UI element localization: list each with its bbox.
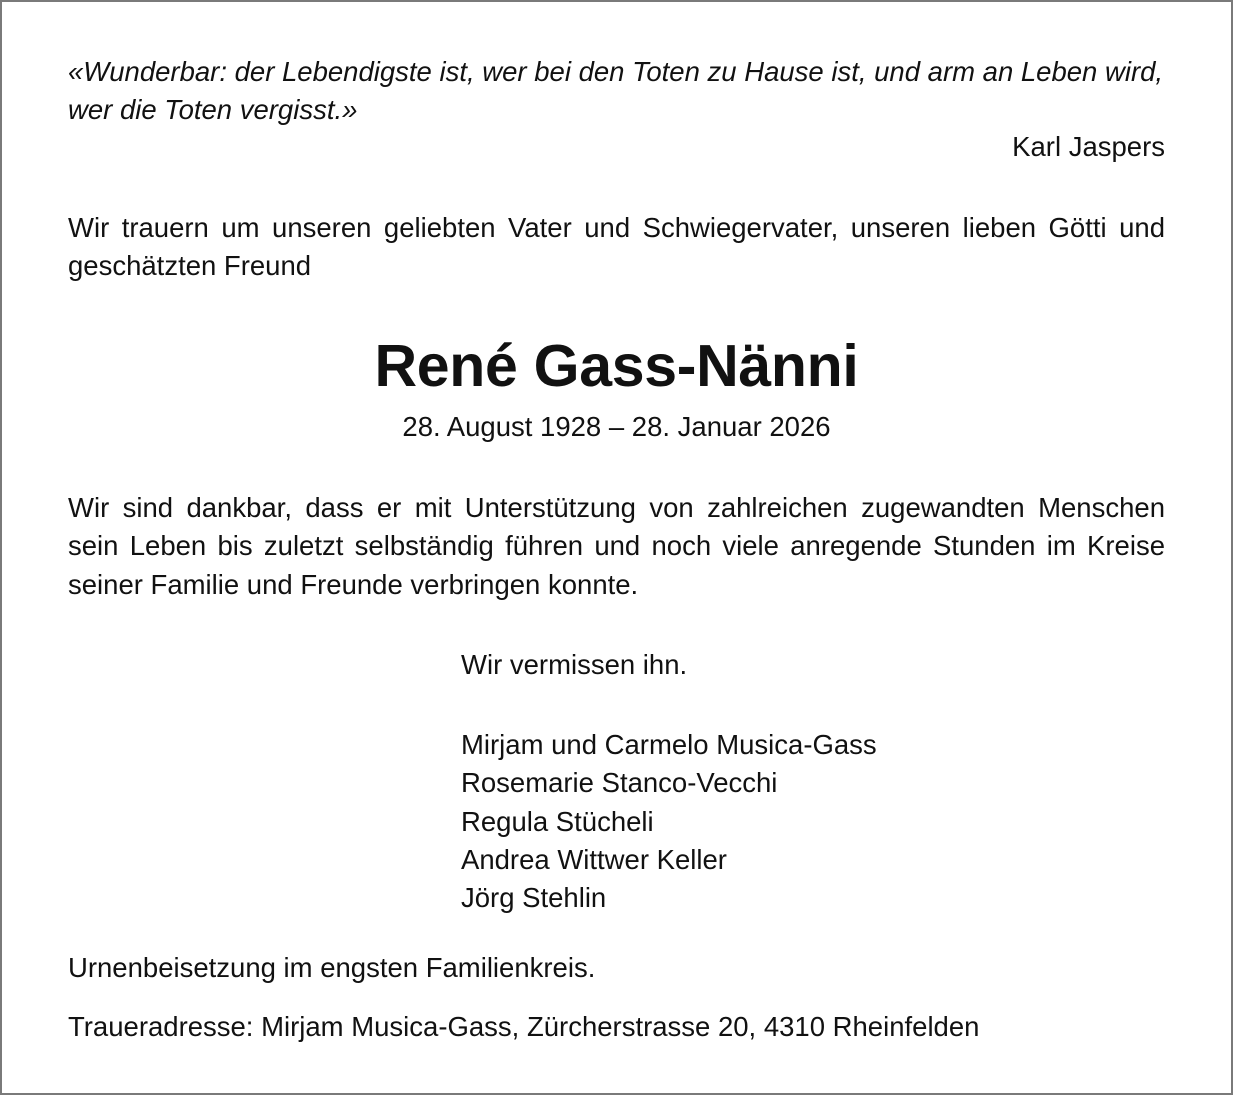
mourning-intro: Wir trauern um unseren geliebten Vater und Schwiegervater, unseren lieben Götti und geschätzten Freund: [68, 212, 1165, 281]
mourners-list: [461, 726, 877, 917]
mourner-name: Jörg Stehlin: [461, 882, 607, 914]
miss-line: Wir vermissen ihn.: [461, 649, 688, 680]
mourner-name: Mirjam und Carmelo Musica-Gass: [461, 729, 877, 760]
mourning-address: Traueradresse: Mirjam Musica-Gass, Zürcherstrasse 20, 4310 Rheinfelden: [68, 1011, 980, 1042]
mourner-name: Regula Stücheli: [461, 805, 654, 837]
deceased-name: René Gass-Nänni: [374, 333, 859, 399]
life-dates: 28. August 1928 – 28. Januar 2026: [402, 411, 831, 442]
gratitude-paragraph: Wir sind dankbar, dass er mit Unterstützung von zahlreichen zugewandten Menschen sein Leben bis zuletzt selbständig führen und noch viele anregende Stunden im Kreise seiner Familie und Freunde verbringen konnte.: [68, 492, 1165, 600]
burial-note: Urnenbeisetzung im engsten Familienkreis.: [68, 952, 596, 983]
mourner-name: Andrea Wittwer Keller: [461, 843, 727, 875]
quote-author: Karl Jaspers: [1012, 131, 1165, 162]
epigraph-quote: «Wunderbar: der Lebendigste ist, wer bei den Toten zu Hause ist, und arm an Leben wird, wer die Toten vergisst.»: [68, 56, 1164, 125]
mourner-name: Rosemarie Stanco-Vecchi: [461, 767, 778, 799]
